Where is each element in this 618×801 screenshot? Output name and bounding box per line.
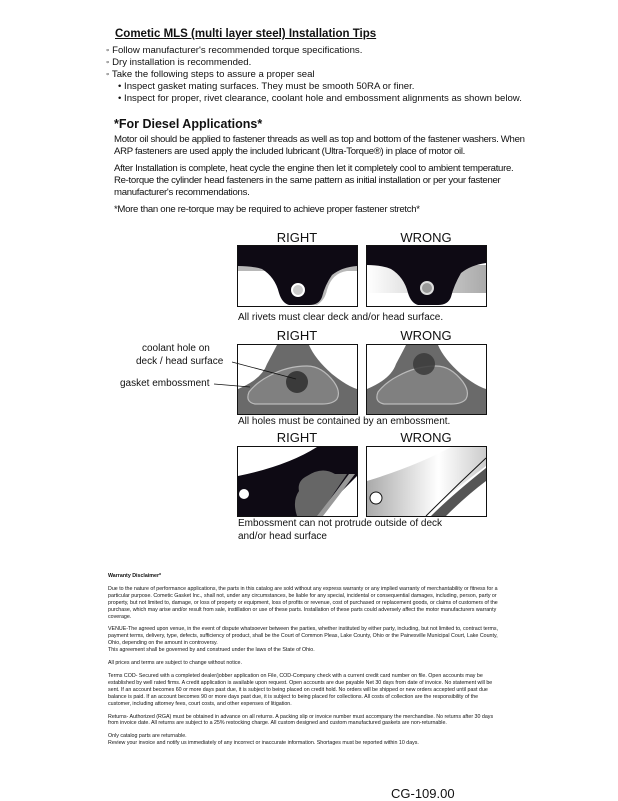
- diesel-note: *More than one re-torque may be required to achieve proper fastener stretch*: [114, 204, 420, 215]
- embossment-wrong-diagram: [366, 446, 487, 517]
- caption-holes: All holes must be contained by an embossment.: [238, 416, 451, 427]
- terms-paragraph: Terms COD- Secured with a completed dealer/jobber application on File, COD-Company check with a current credit card number on file. Open accounts may be established by well rated firms. A credit application is available upon request. Open accounts are due payable Net 30 days from date of invoice. No statement will be sent. If an account becomes 60 or more days past due, it is subject to being placed on credit hold. No orders will be shipped or new orders accepted until past due balance is paid. If an account becomes 90 or more days past due, it is subject to being placed for collections. All costs of collection are the responsibility of the customer, including attorney fees, court costs, and other expenses of litigation.: [108, 672, 493, 707]
- label-right: RIGHT: [276, 430, 318, 445]
- caption-embossment-1: Embossment can not protrude outside of deck: [238, 518, 443, 529]
- callout-coolant-hole-2: deck / head surface: [136, 356, 224, 367]
- diesel-heading: *For Diesel Applications*: [114, 117, 263, 131]
- label-wrong: WRONG: [400, 230, 452, 245]
- venue-paragraph: VENUE-The agreed upon venue, in the event of dispute whatsoever between the parties, whether instituted by either party, including, but not limited to, contract terms, payment terms, delivery, type, defects, sufficiency of product, shall be the Court of Common Pleas, Lake County, Ohio or the Painesville Municipal Court, Lake County, Ohio, depending on the amount in controversy.: [108, 626, 499, 647]
- returnable-note: Only catalog parts are returnable.: [108, 733, 187, 740]
- diesel-paragraph-2: After Installation is complete, heat cycle the engine then let it completely cool to ambient temperature. Re-torque the cylinder head fasteners in the same pattern as initial installation or per your fastener manufacturer's recommendations.: [114, 163, 514, 198]
- caption-embossment-2: and/or head surface: [238, 531, 327, 542]
- disclaimer-heading: Warranty Disclaimer*: [108, 573, 162, 579]
- disclaimer-paragraph: Due to the nature of performance applications, the parts in this catalog are sold without any express warranty or any implied warranty of merchantability or fitness for a particular purpose. Cometic Gasket Inc., shall not, under any circumstances, be liable for any special, incidental or consequential damages, including, person, party or property, but not limited to, damage, or loss of property or equipment, loss of profits or revenue, cost of purchased or replacement goods, or claims of customers of the purchase, which may arise and/or result from sale, instillation or use of these parts. Installation of these parts could adversely affect the motor manufacturers warranty coverage.: [108, 585, 498, 620]
- diesel-paragraph-1: Motor oil should be applied to fastener threads as well as top and bottom of the fastener washers. When ARP fasteners are used apply the included lubricant (Ultra-Torque®) in place of motor oil.: [114, 134, 525, 157]
- tip-item: ◦ Take the following steps to assure a proper seal: [106, 69, 315, 80]
- sub-tip-item: • Inspect for proper, rivet clearance, coolant hole and embossment alignments as shown below.: [118, 93, 522, 104]
- caption-rivets: All rivets must clear deck and/or head surface.: [238, 312, 444, 323]
- governing-law: This agreement shall be governed by and construed under the laws of the State of Ohio.: [108, 647, 315, 654]
- sub-tip-item: • Inspect gasket mating surfaces. They must be smooth 50RA or finer.: [118, 81, 415, 92]
- tip-text: Follow manufacturer's recommended torque specifications.: [112, 45, 363, 56]
- tip-text: Take the following steps to assure a proper seal: [111, 69, 315, 80]
- callout-coolant-hole: coolant hole on: [142, 343, 210, 354]
- label-wrong: WRONG: [400, 430, 452, 445]
- embossment-right-diagram: [237, 446, 358, 517]
- review-note: Review your invoice and notify us immediately of any incorrect or inaccurate information. Shortages must be reported within 10 days.: [108, 740, 419, 747]
- label-right: RIGHT: [276, 328, 318, 343]
- warranty-disclaimer: [108, 573, 500, 753]
- page-number: CG-109.00: [391, 786, 455, 801]
- prices-note: All prices and terms are subject to change without notice.: [108, 660, 242, 667]
- label-right: RIGHT: [276, 230, 318, 245]
- page-title: Cometic MLS (multi layer steel) Installation Tips: [115, 28, 377, 40]
- tip-item: ◦ Follow manufacturer's recommended torque specifications.: [106, 45, 363, 56]
- sub-tip-text: Inspect for proper, rivet clearance, coolant hole and embossment alignments as shown below.: [124, 93, 522, 104]
- tip-item: ◦ Dry installation is recommended.: [106, 57, 252, 68]
- sub-tip-text: Inspect gasket mating surfaces. They must be smooth 50RA or finer.: [124, 81, 415, 92]
- callout-gasket-embossment: gasket embossment: [120, 378, 210, 389]
- returns-paragraph: Returns- Authorized (RGA) must be obtained in advance on all returns. A packing slip or invoice number must accompany the merchandise. No returns after 30 days from invoice date. All returns are subject to a 25% restocking charge. All custom designed and custom manufactured gaskets are non-returnable.: [108, 713, 494, 727]
- tip-text: Dry installation is recommended.: [112, 57, 252, 68]
- label-wrong: WRONG: [400, 328, 452, 343]
